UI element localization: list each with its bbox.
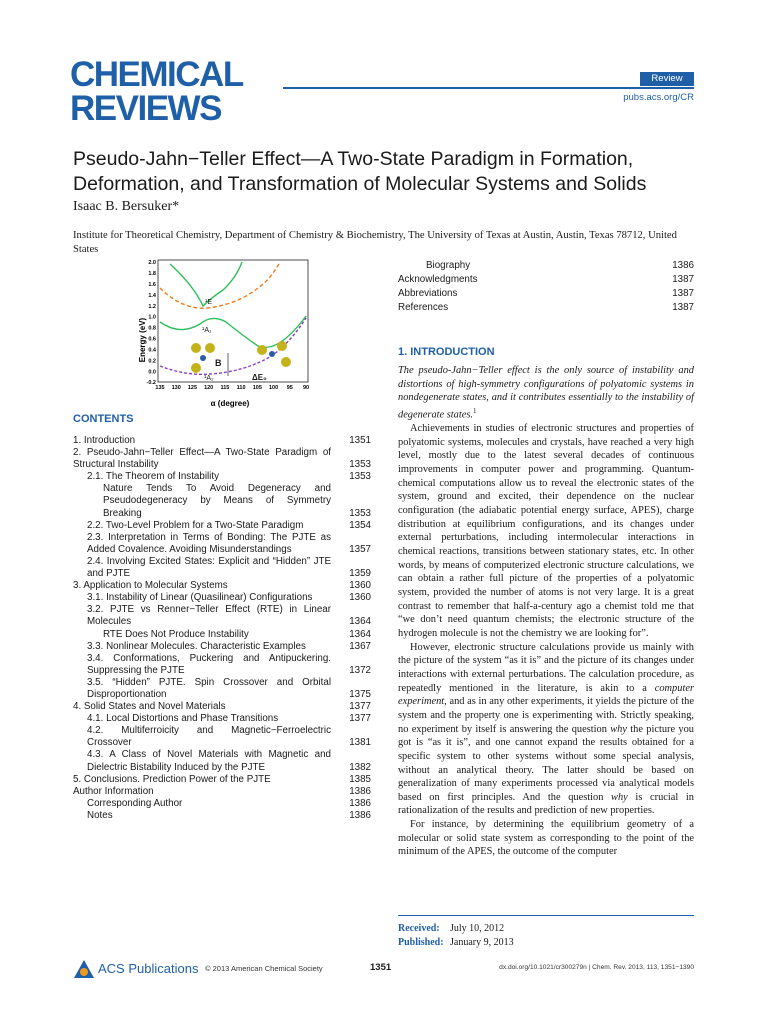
x-tick-label: 130 <box>171 385 181 391</box>
toc-item[interactable] <box>73 810 371 822</box>
toc-item-page: 1357 <box>349 543 371 555</box>
intro-paragraph-2: Achievements in studies of electronic structures and properties of polyatomic systems, molecules and crystals, have reached a very high level, mostly due to the latest several decades of continuous improvements in computer power and programming. Quantum-chemical computations allow us to reveal the electronic states of the system, ground and excited, their dependence on the nuclear configuration (the adiabatic potential energy surface, APES), charge distribution at equilibrium configurations, and its changes under external perturbations, including intermolecular interactions in chemical reactions, transitions between stationary states, etc. In other words, by means of computerized electronic structure calculations, we can obtain a rather full picture of the properties of a polyatomic system, provided the number of atoms is not very large. It is a great contrast to remember that half-a-century ago a chemist told me that “we don’t need quantum chemists; the electronic structure of the hydrogen molecule is not the chemistry we are looking for”. <box>398 423 694 639</box>
acs-logo-icon <box>73 959 95 979</box>
published-date: January 9, 2013 <box>450 937 514 948</box>
header-rule <box>283 87 694 89</box>
y-tick-label: 0.0 <box>148 369 156 376</box>
x-tick-label: 115 <box>220 385 230 391</box>
toc-item-title: 4.3. A Class of Novel Materials with Magnetic and Dielectric Bistability Induced by the PJTE <box>87 749 331 773</box>
toc-item[interactable] <box>398 259 694 273</box>
atom-right-3 <box>281 357 291 367</box>
y-tick-label: 0.8 <box>148 325 156 332</box>
toc-item-page: 1386 <box>349 809 371 821</box>
toc-item-title: 3.4. Conformations, Puckering and Antipuckering. Suppressing the PJTE <box>87 652 331 676</box>
toc-item-title: 4. Solid States and Novel Materials <box>73 701 226 713</box>
toc-item-title: Notes <box>87 809 113 821</box>
atom-right-4 <box>257 345 267 355</box>
toc-item-title: Corresponding Author <box>87 797 183 809</box>
toc-item-page: 1387 <box>672 273 694 285</box>
introduction-body <box>398 364 694 859</box>
x-tick-label: 125 <box>187 385 198 391</box>
y-tick-label: -0.2 <box>146 380 156 387</box>
x-axis-ticks <box>155 385 309 391</box>
journal-logo-line2: REVIEWS <box>70 89 221 128</box>
toc-item[interactable] <box>73 580 371 592</box>
toc-item-title: 3.1. Instability of Linear (Quasilinear) Configurations <box>87 592 313 604</box>
toc-item[interactable] <box>398 301 694 315</box>
y-tick-label: 1.8 <box>148 271 156 278</box>
toc-item-page: 1375 <box>349 688 371 700</box>
x-tick-label: 110 <box>236 385 246 391</box>
contents-heading: CONTENTS <box>73 413 134 425</box>
label-e: ¹E <box>205 299 212 306</box>
toc-item-title: 3. Application to Molecular Systems <box>73 580 228 592</box>
atom-left-3 <box>200 355 206 361</box>
x-tick-label: 105 <box>252 385 262 391</box>
toc-item[interactable] <box>73 641 371 653</box>
toc-item[interactable] <box>73 749 371 773</box>
toc-item-title: 2.4. Involving Excited States: Explicit and “Hidden” JTE and PJTE <box>87 555 331 580</box>
toc-item[interactable] <box>73 471 371 483</box>
x-tick-label: 135 <box>155 385 165 391</box>
toc-item[interactable] <box>73 447 371 471</box>
toc-item[interactable] <box>73 592 371 604</box>
contents-list-continued <box>398 259 694 315</box>
doi-link[interactable]: dx.doi.org/10.1021/cr300279n | Chem. Rev. 2013, 113, 1351−1390 <box>499 964 694 971</box>
toc-item-title: 1. Introduction <box>73 435 136 446</box>
toc-item[interactable] <box>73 532 371 556</box>
toc-item[interactable] <box>73 774 371 786</box>
review-badge: Review <box>640 72 694 86</box>
publisher-name: ACS Publications <box>98 961 199 976</box>
toc-item[interactable] <box>398 273 694 287</box>
toc-item[interactable] <box>73 701 371 713</box>
x-tick-label: 100 <box>268 385 279 391</box>
toc-item-title: Acknowledgments <box>398 273 478 285</box>
toc-item-title: 4.1. Local Distortions and Phase Transitions <box>87 713 279 725</box>
received-label: Received: <box>398 923 440 934</box>
introduction-heading: 1. INTRODUCTION <box>398 346 495 358</box>
publication-dates <box>398 922 514 950</box>
x-axis-label: α (degree) <box>210 399 250 408</box>
label-a1: ¹A₁ <box>202 327 212 334</box>
intro-paragraph-4: For instance, by determining the equilibrium geometry of a molecular or solid state system as corresponding to the point of the minimum of the APES, the outcome of the computer <box>398 819 694 858</box>
toc-item-title: 3.2. PJTE vs Renner−Teller Effect (RTE) in Linear Molecules <box>87 604 331 628</box>
toc-item-page: 1367 <box>349 640 371 652</box>
toc-item-page: 1385 <box>349 773 371 785</box>
toc-item-page: 1353 <box>349 459 371 471</box>
contents-list <box>73 435 371 822</box>
toc-item[interactable] <box>73 725 371 749</box>
y-axis-label: Energy (eV) <box>138 317 147 363</box>
intro-paragraph-1: The pseudo-Jahn−Teller effect is the only source of instability and distortions of high-symmetry configurations of polyatomic systems in nondegenerate states, and it contributes essentially to the instability of degenerate states.$^1$ <box>398 365 694 421</box>
toc-item-page: 1377 <box>349 713 371 725</box>
x-tick-label: 95 <box>286 385 293 391</box>
page-number: 1351 <box>370 962 392 973</box>
y-tick-label: 0.4 <box>148 347 156 354</box>
toc-item-title: Author Information <box>73 785 154 797</box>
toc-item-page: 1372 <box>349 664 371 676</box>
y-axis-ticks <box>147 260 157 386</box>
y-tick-label: 1.4 <box>148 292 156 299</box>
article-title: Pseudo-Jahn−Teller Effect—A Two-State Paradigm in Formation, Deformation, and Transformation of Molecular Systems and Solids <box>73 148 647 195</box>
journal-logo-line1: CHEMICAL <box>70 55 243 94</box>
y-tick-label: 1.6 <box>148 282 156 289</box>
toc-item[interactable] <box>73 520 371 532</box>
energy-curve-figure <box>138 258 320 408</box>
atom-left-2 <box>205 343 215 353</box>
toc-item-title: 3.5. “Hidden” PJTE. Spin Crossover and Orbital Disproportionation <box>87 676 331 700</box>
toc-item-page: 1364 <box>349 628 371 640</box>
x-tick-label: 120 <box>204 385 214 391</box>
toc-item-page: 1360 <box>349 580 371 592</box>
y-tick-label: 1.2 <box>148 303 156 310</box>
label-b: B <box>215 358 222 368</box>
toc-item-page: 1387 <box>672 287 694 299</box>
toc-item-page: 1353 <box>349 507 371 519</box>
toc-item-page: 1386 <box>672 260 694 271</box>
toc-item[interactable] <box>73 786 371 798</box>
toc-item-page: 1382 <box>349 761 371 773</box>
toc-item-page: 1354 <box>349 519 371 531</box>
toc-item[interactable] <box>73 604 371 628</box>
y-tick-label: 0.2 <box>148 358 156 365</box>
toc-item-title: Abbreviations <box>398 287 458 299</box>
orange-curve <box>160 262 280 308</box>
toc-item-title: 2.3. Interpretation in Terms of Bonding: The PJTE as Added Covalence. Avoiding Misunderstandings <box>87 531 331 555</box>
toc-item-title: 5. Conclusions. Prediction Power of the PJTE <box>73 773 271 785</box>
atom-right-2 <box>269 351 275 357</box>
atom-left-4 <box>191 363 201 373</box>
received-date: July 10, 2012 <box>450 923 505 934</box>
toc-item-page: 1353 <box>349 471 371 483</box>
label-delta-e: ΔE₀ <box>252 373 267 382</box>
toc-item-page: 1377 <box>349 701 371 713</box>
toc-item-title: RTE Does Not Produce Instability <box>103 628 249 640</box>
toc-item-page: 1351 <box>349 435 371 446</box>
toc-item-page: 1386 <box>349 785 371 797</box>
toc-item-title: 4.2. Multiferroicity and Magnetic−Ferroelectric Crossover <box>87 725 331 749</box>
toc-item-title: Nature Tends To Avoid Degeneracy and Pseudodegeneracy by Means of Symmetry Breaking <box>103 483 331 519</box>
toc-item-title: 2.1. The Theorem of Instability <box>87 471 219 483</box>
toc-item-title: Biography <box>426 260 471 271</box>
dates-rule <box>398 915 694 916</box>
toc-item[interactable] <box>73 653 371 677</box>
toc-item-page: 1387 <box>672 301 694 313</box>
toc-item[interactable] <box>73 713 371 725</box>
toc-item-page: 1360 <box>349 592 371 604</box>
journal-url-link[interactable]: pubs.acs.org/CR <box>623 92 694 103</box>
copyright: © 2013 American Chemical Society <box>205 964 323 973</box>
y-tick-label: 1.0 <box>148 314 156 321</box>
y-tick-label: 2.0 <box>148 260 156 267</box>
toc-item-title: 2. Pseudo-Jahn−Teller Effect—A Two-State Paradigm of Structural Instability <box>73 447 331 471</box>
toc-item[interactable] <box>73 483 371 519</box>
author-name: Isaac B. Bersuker* <box>73 199 180 214</box>
toc-item-title: References <box>398 301 449 313</box>
toc-item-title: 2.2. Two-Level Problem for a Two-State Paradigm <box>87 519 304 531</box>
journal-logo <box>70 55 275 128</box>
toc-item[interactable] <box>73 629 371 641</box>
atom-right-1 <box>277 341 287 351</box>
toc-item[interactable] <box>73 798 371 810</box>
x-tick-label: 90 <box>302 385 310 391</box>
toc-item[interactable] <box>73 556 371 580</box>
toc-item[interactable] <box>398 287 694 301</box>
toc-item[interactable] <box>73 435 371 447</box>
intro-paragraph-3: However, electronic structure calculations provide us mainly with the picture of the system “as it is” and the picture of its changes under interactions with external perturbations. The calculation procedure, as repeatedly mentioned in the literature, is akin to a computer experiment, and as in any other experiments, it yields the picture of the system and the property one is experimenting with. Strictly speaking, no experiment by itself is answering the question why the picture you got is “as it is”, and one cannot expand the results obtained for a specific system to other systems without some special analysis, without an analytical theory. The latter should be based on generalization of many experiments processed via analytical models based on first principles. And the question why is crucial in rationalization of the results and prediction of new properties. <box>398 641 694 817</box>
toc-item[interactable] <box>73 677 371 701</box>
toc-item-title: 3.3. Nonlinear Molecules. Characteristic Examples <box>87 640 306 652</box>
toc-item-page: 1386 <box>349 797 371 809</box>
atom-left-1 <box>191 343 201 353</box>
author-affiliation: Institute for Theoretical Chemistry, Department of Chemistry & Biochemistry, The University of Texas at Austin, Austin, Texas 78712, United States <box>73 230 677 255</box>
toc-item-page: 1359 <box>349 568 371 580</box>
toc-item-page: 1364 <box>349 616 371 628</box>
published-label: Published: <box>398 937 444 948</box>
toc-item-page: 1381 <box>349 737 371 749</box>
label-a2: ¹A₂ <box>204 375 214 382</box>
y-tick-label: 0.6 <box>148 336 156 343</box>
